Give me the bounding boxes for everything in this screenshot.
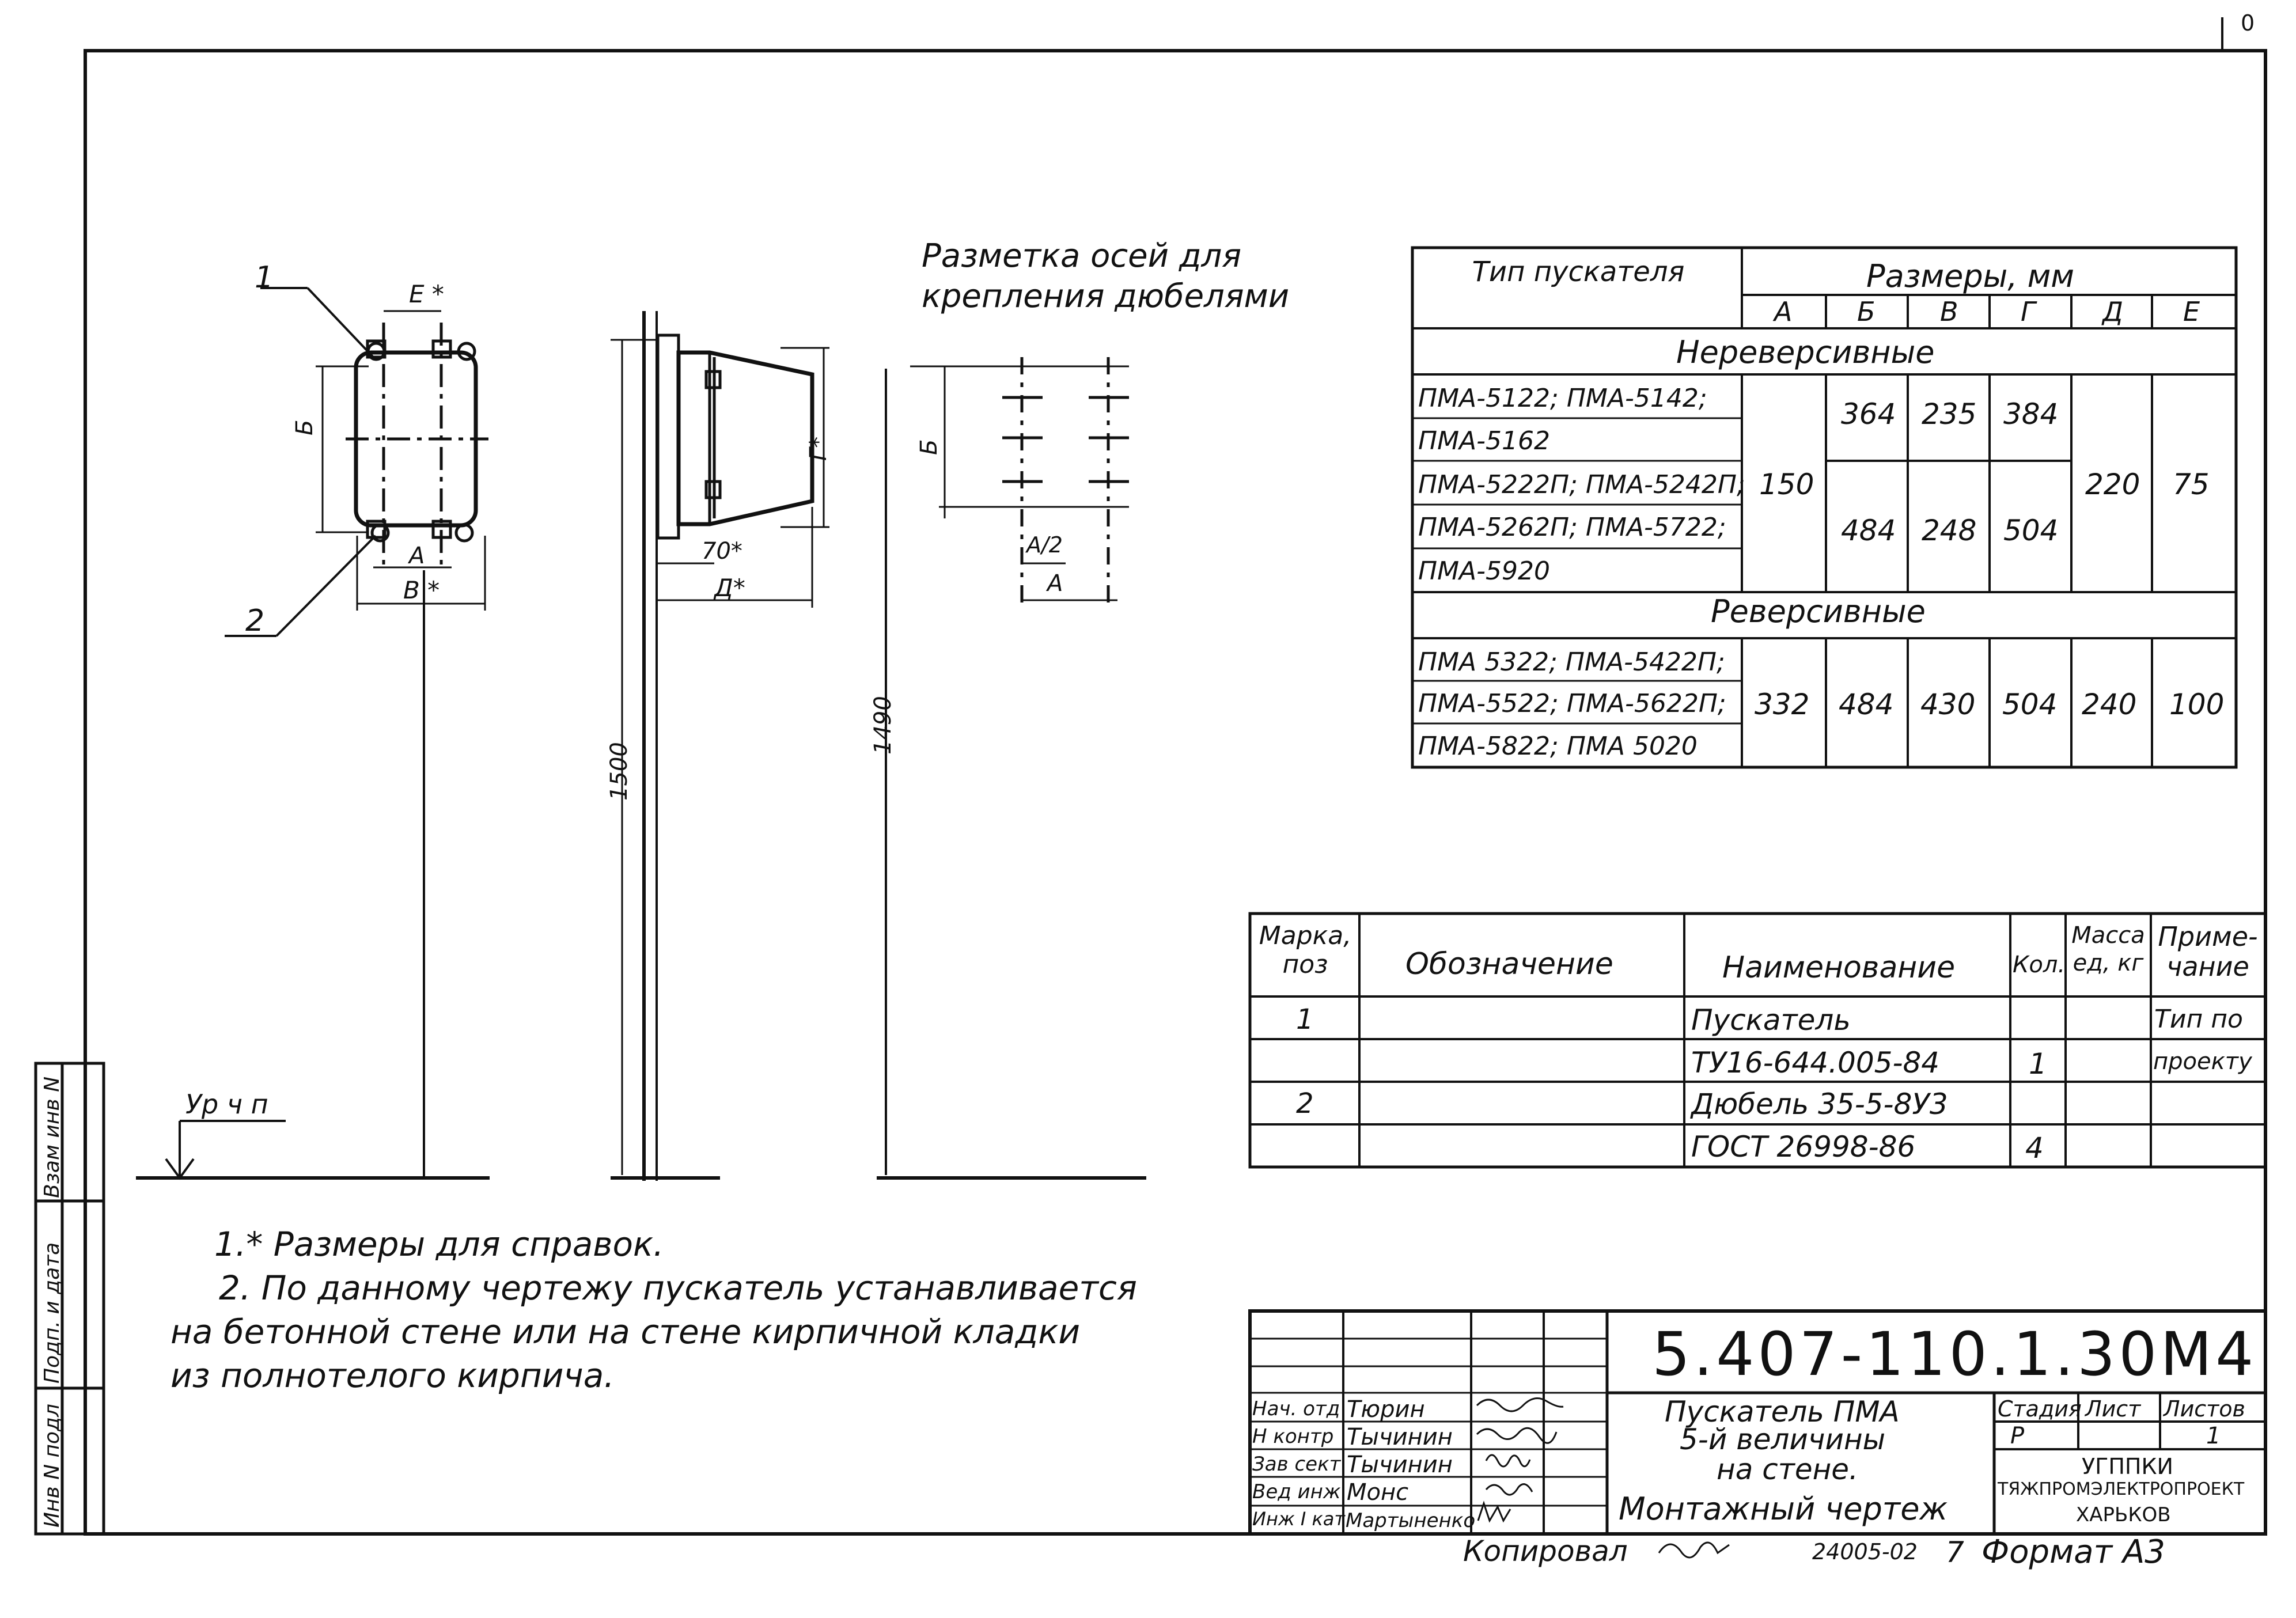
spec-h-mass: Масса ед, кг (2071, 922, 2145, 976)
page-corner-mark: 0 (2241, 10, 2255, 36)
label-d-star: Д* (714, 574, 745, 602)
g2-a: 332 (1755, 688, 1810, 721)
col-e: Е (2183, 296, 2200, 327)
g1-row-0: ПМА-5122; ПМА-5142; (1418, 384, 1707, 413)
label-b: Б (291, 419, 318, 435)
role-1: Н контр (1252, 1425, 1334, 1448)
label-70: 70* (702, 538, 742, 564)
spec-r1-qty: 1 (2029, 1047, 2047, 1081)
g2-e: 100 (2169, 688, 2225, 721)
drawing-title-0: Пускатель ПМА (1665, 1395, 1900, 1428)
col-b: Б (1857, 296, 1876, 327)
spec-r0-name: Пускатель (1691, 1003, 1851, 1037)
order-number: 24005-02 (1812, 1539, 1918, 1564)
note-2: 2. По данному чертежу пускатель устанавливается (219, 1268, 1137, 1308)
col-g: Г (2021, 296, 2036, 327)
group-nonreversing: Нереверсивные (1676, 334, 1935, 370)
sheet-head: Лист (2085, 1396, 2141, 1422)
name-4: Мартыненко (1346, 1509, 1476, 1532)
col-a: А (1774, 296, 1793, 327)
g2-b: 484 (1839, 688, 1894, 721)
note-1: 1.* Размеры для справок. (214, 1225, 664, 1264)
label-1500: 1500 (606, 742, 632, 801)
g1-row-1: ПМА-5162 (1418, 426, 1551, 456)
label-floor-level: Ур ч п (185, 1089, 268, 1120)
spec-r3-name: ГОСТ 26998-86 (1691, 1130, 1916, 1164)
role-2: Зав сект (1252, 1453, 1341, 1476)
name-2: Тычинин (1347, 1452, 1453, 1478)
g1-g1: 384 (2003, 397, 2059, 431)
side-stamp-inventory: Инв N подл (40, 1404, 64, 1528)
spec-r0-note: Тип по (2154, 1005, 2243, 1034)
spec-h-qty: Кол. (2013, 952, 2066, 978)
sheets-head: Листов (2164, 1396, 2245, 1422)
org-line-0: УГППКИ (2082, 1454, 2173, 1479)
spec-h-note: Приме- чание (2158, 921, 2258, 982)
drawing-code: 5.407-110.1.30М4 (1652, 1319, 2257, 1389)
label-b-marking: Б (916, 439, 942, 455)
col-d: Д (2102, 296, 2123, 327)
g1-b2: 484 (1841, 514, 1896, 547)
spec-h-mark: Марка, поз (1259, 921, 1352, 979)
g1-e: 75 (2173, 468, 2210, 501)
g2-row-2: ПМА-5822; ПМА 5020 (1418, 732, 1698, 761)
g2-row-1: ПМА-5522; ПМА-5622П; (1418, 689, 1726, 718)
g1-row-3: ПМА-5262П; ПМА-5722; (1418, 513, 1726, 542)
label-a-half: А/2 (1026, 532, 1063, 558)
g1-g2: 504 (2003, 514, 2059, 547)
g1-row-2: ПМА-5222П; ПМА-5242П; (1418, 470, 1745, 499)
fastening-marking-view (886, 357, 1129, 1175)
g2-d: 240 (2082, 688, 2137, 721)
label-e-star: E * (409, 280, 444, 308)
sheets-value: 1 (2206, 1423, 2221, 1449)
stage-value: Р (2010, 1423, 2025, 1449)
group-reversing: Реверсивные (1711, 593, 1926, 630)
name-0: Тюрин (1347, 1396, 1425, 1423)
drawing-title-3: Монтажный чертеж (1619, 1491, 1948, 1527)
role-4: Инж I кат (1252, 1508, 1346, 1530)
spec-r2-pos: 2 (1296, 1087, 1314, 1120)
name-1: Тычинин (1347, 1424, 1453, 1450)
floor-level (136, 1121, 1146, 1178)
g2-row-0: ПМА 5322; ПМА-5422П; (1418, 647, 1725, 677)
starter-side-view (611, 311, 829, 1181)
label-1490: 1490 (870, 696, 896, 755)
g2-g: 504 (2002, 688, 2058, 721)
spec-r2-name: Дюбель 35-5-8У3 (1691, 1087, 1948, 1121)
spec-r0-pos: 1 (1296, 1003, 1314, 1036)
org-line-2: ХАРЬКОВ (2076, 1503, 2171, 1526)
footer-seven: 7 (1946, 1536, 1964, 1569)
label-pos1: 1 (255, 260, 274, 295)
g1-row-4: ПМА-5920 (1418, 556, 1551, 586)
name-3: Монс (1347, 1479, 1409, 1506)
g1-d: 220 (2085, 468, 2140, 501)
sizes-head-type: Тип пускателя (1472, 256, 1685, 288)
spec-r3-qty: 4 (2025, 1131, 2044, 1165)
g2-v: 430 (1920, 688, 1976, 721)
col-v: В (1940, 296, 1958, 327)
g1-v2: 248 (1922, 514, 1977, 547)
note-2-cont-b: из полнотелого кирпича. (171, 1356, 615, 1395)
format-label: Формат А3 (1981, 1533, 2165, 1571)
sizes-head-sizes: Размеры, мм (1866, 258, 2075, 294)
label-a-marking: А (1047, 570, 1063, 597)
drawing-title-1: 5-й величины (1680, 1423, 1886, 1456)
label-a: А (409, 543, 425, 569)
side-stamp-signature-date: Подп. и дата (40, 1242, 64, 1384)
spec-r1-name: ТУ16-644.005-84 (1691, 1046, 1940, 1079)
spec-r1-note: проекту (2153, 1048, 2252, 1075)
label-pos2: 2 (245, 604, 265, 638)
label-v-star: В * (403, 576, 440, 604)
g1-a: 150 (1759, 468, 1814, 501)
drawing-title-2: на стене. (1717, 1453, 1858, 1486)
role-3: Вед инж (1252, 1480, 1341, 1503)
spec-h-name: Наименование (1722, 950, 1956, 985)
note-2-cont-a: на бетонной стене или на стене кирпичной кладки (171, 1312, 1081, 1351)
label-g-star: Г* (805, 436, 832, 461)
g1-v1: 235 (1922, 397, 1977, 431)
stage-head: Стадия (1998, 1396, 2082, 1422)
copied-label: Копировал (1463, 1534, 1628, 1568)
role-0: Нач. отд (1252, 1397, 1340, 1420)
side-stamp-replacement: Взам инв N (40, 1076, 64, 1198)
marking-note: Разметка осей для крепления дюбелями (922, 237, 1290, 315)
g1-b1: 364 (1841, 397, 1896, 431)
starter-front-view (225, 288, 488, 1178)
org-line-1: ТЯЖПРОМЭЛЕКТРОПРОЕКТ (1998, 1479, 2245, 1499)
spec-h-designation: Обозначение (1405, 947, 1613, 982)
